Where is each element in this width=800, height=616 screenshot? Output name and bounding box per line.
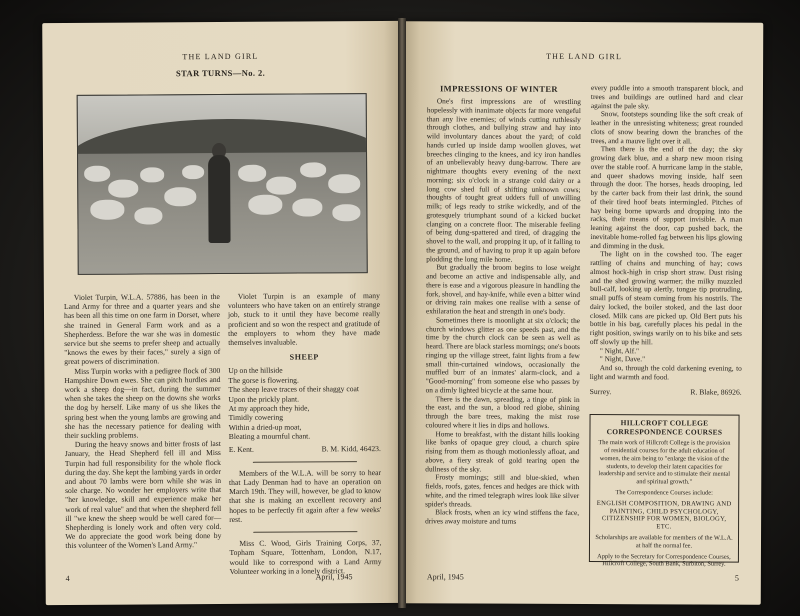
advert-subjects: ENGLISH COMPOSITION, DRAWING AND PAINTING, CHILD PSYCHOLOGY, CITIZENSHIP FOR WOMEN, BIOLOGY, ETC. <box>596 499 732 531</box>
right-page <box>403 21 764 605</box>
advert-title-2: CORRESPONDENCE COURSES <box>606 426 723 437</box>
paragraph: Black frosts, when an icy wind stiffens the face, drives away moisture and turns <box>425 507 580 526</box>
paragraph: Then there is the end of the day; the sky growing dark blue, and a sharp new moon rising over the stable roof. A hurricane lamp in the stable, and queer shadows moving inside, half seen through the door. The horses, heads drooping, led by the carter back from their last drink, the sound of their tired hoof beats intermingled. Pitches of hay being borne upwards and dropping into the racks, their means of support invisible. A man leaning against the door, cap pushed back, the inevitable home-rolled fag between his lips glowing and dimming in the dusk. <box>590 144 743 250</box>
denman-notice: Members of the W.L.A. will be sorry to hear that Lady Denman had to have an operation on March 19th. They will, however, be glad to know that she is making an excellent recovery and hopes to be perfectly fit again after a few weeks' rest. <box>229 467 382 524</box>
paragraph: every puddle into a smooth transparent block, and trees and buildings are outlined hard and clear against the pale sky. <box>590 83 744 110</box>
sheep-shape <box>90 200 124 220</box>
poem-line: Within a dried-up moat, <box>228 422 302 432</box>
paragraph: Violet Turpin is an example of many volunteers who have taken on an entirely strange job, stuck to it until they have become really proficient and so won the respect and gratitude of the employers to whom they have made themselves invaluable. <box>227 291 381 347</box>
sheep-shape <box>164 187 196 206</box>
left-page <box>42 21 402 605</box>
shepherdess-figure <box>208 155 231 243</box>
poem-county: E. Kent. <box>228 444 254 454</box>
sheep-shape <box>266 177 296 195</box>
shepherdess-photo <box>77 93 368 275</box>
dialogue-line: " Night, Dave." <box>599 354 646 364</box>
paragraph: And so, through the cold darkening evening, to light and warmth and food. <box>589 363 742 382</box>
poem-line: The gorse is flowering. <box>228 375 299 385</box>
paragraph: Sometimes there is moonlight at six o'clock; the church windows glitter as one speeds past, and the time by the church clock can be seen as well as heard. There are black starless mornings; one's boots ringing up the village street, faint lights from a few small thin-curtained windows, occasionally the muffled burr of an inmates' alarm-clock, and a "Good-morning" from someone else who passes by on a dimly lighted bicycle at the same hour. <box>425 315 580 395</box>
poem-line: The sheep leave traces of their shaggy coat <box>228 384 360 395</box>
divider <box>253 461 357 463</box>
sheep-shape <box>332 204 360 221</box>
advert-title-1: HILLCROFT COLLEGE <box>620 418 709 428</box>
paragraph: Violet Turpin, W.L.A. 57886, has been in the Land Army for three and a quarter years and she has been all this time on one farm in Dorset, where she trained in General Farm work and as a Shepherdess. Before the war she was in domestic service but she seems to prefer sheep and actually "knows the ewes by their faces," surely a sign of great powers of discrimination. <box>63 292 221 367</box>
sheep-shape <box>84 166 110 182</box>
impressions-county: Surrey. <box>589 386 612 396</box>
sheep-shape <box>328 174 360 193</box>
star-turns-column-1 <box>64 292 222 551</box>
issue-date-left: April, 1945 <box>315 572 353 582</box>
sheep-shape <box>292 198 322 216</box>
advert-paragraph: Apply to the Secretary for Correspondence Courses, Hillcroft College, South Bank, Surbiton, Surrey. <box>597 552 731 568</box>
poem-title: SHEEP <box>289 352 319 362</box>
star-turns-title: STAR TURNS—No. 2. <box>175 67 266 79</box>
page-number-left: 4 <box>65 573 70 583</box>
sheep-shape <box>134 207 162 224</box>
pen-friend-notice: Miss C. Wood, Girls Training Corps, 37, Topham Square, Tottenham, London, N.17, would like to correspond with a Land Army Volunteer working in a lonely district. <box>229 538 382 576</box>
paragraph: During the heavy snows and bitter frosts of last January, the Head Shepherd fell ill and Miss Turpin had full responsibility for the whole flock during the day. She kept the lambing yards in order and about 70 lambs were born while she was in sole charge. No wonder her employers write that "her knowledge, skill and experience make her work of real value" and that when the shepherd fell ill "we knew the sheep would be well cared for—Shepherding is lonely work and often very cold. We do appreciate the good work being done by this volunteer of the Women's Land Army." <box>64 439 222 551</box>
hillcroft-advert <box>589 414 740 568</box>
sheep-shape <box>238 165 266 182</box>
poem-signature <box>229 444 381 454</box>
poem-line: Bleating a mournful chant. <box>228 431 311 442</box>
poem-line: Timidly cowering <box>228 413 284 423</box>
paragraph: One's first impressions are of wrestling hopelessly with inanimate objects far more vengeful than any live enemies; of winds cutting ruthlessly through clothes, and bullying straw and hay into wild involuntary dances about the yard; of cold hands curled up inside damp woollen gloves, wet breeches clinging to the knees, and icy iron handles of an unbelievably heavy dung-barrow. There are nightmare thoughts every evening of the next morning; six o'clock in a strange cold dairy or a long cow shed full of shifting unknown cows; thoughts of tought great udders full of unwilling milk; of legs ready to strike wickedly, and of the grotesquely triumphant sound of a kicked bucket clanging on a concrete floor. The miserable feeling of being dung-spattered and tired, of dragging the shovel to the wall, and propping it up, of it falling to the ground, and of having to prop it up again before plodding the long mile home. <box>426 96 581 264</box>
running-head-left: THE LAND GIRL <box>182 51 259 62</box>
advert-paragraph: The main work of Hillcroft College is the provision of residential courses for the adult education of women, the aim being to "enlarge the vision of the students, to develop their latent capacities for leadership and service and to stimulate their mental and spiritual growth." <box>598 439 731 486</box>
impressions-column-2 <box>590 84 743 397</box>
advert-paragraph: Scholarships are available for members of the W.L.A. at half the normal fee. <box>595 534 733 550</box>
sheep-shape <box>108 180 138 198</box>
paragraph: Snow, footsteps sounding like the soft creak of leather in the unresisting whiteness; great rounded clots of snow bearing down the branches of the trees, and a mauve light over it all. <box>590 109 743 145</box>
dialogue-line: " Night, Alf." <box>599 345 640 355</box>
impressions-column-1 <box>425 97 581 526</box>
poem-author: B. M. Kidd, 46423. <box>321 443 381 454</box>
sheep-shape <box>300 162 326 177</box>
advert-paragraph: The Correspondence Courses include: <box>615 489 713 497</box>
sheep-shape <box>140 167 164 182</box>
sheep-shape <box>248 195 282 215</box>
page-number-right: 5 <box>734 573 739 583</box>
running-head-right: THE LAND GIRL <box>546 51 623 62</box>
sheep-shape <box>182 165 204 179</box>
poem-line: Upon the prickly plant. <box>228 394 300 404</box>
impressions-title: IMPRESSIONS OF WINTER <box>439 83 558 94</box>
paragraph: But gradually the broom begins to lose weight and become an active and indispensable ally, and there is ease and a vigorous pleasure in handling the fork, shovel, and hay-knife, while even a bitter wind or driving rain makes one realise with a sense of exhilaration the heat and strength in one's body. <box>425 262 581 316</box>
paragraph: There is the dawn, spreading, a tinge of pink in the east, and the sun, a blood red globe, shining through the bare trees, making the mist rose coloured where it lies in dips and hollows. <box>425 393 580 430</box>
paragraph: Frosty mornings; still and blue-skied, when fields, roofs, gates, fences and hedges are thick with white, and the rimed telegraph wires look like silver spider's threads. <box>425 472 580 509</box>
paragraph: Miss Turpin works with a pedigree flock of 300 Hampshire Down ewes. She can pitch hurdles and work a sheep dog—in fact, during the summer when she takes the sheep on the downs she works the dog by herself. Like many of us she likes the spring best when the young lambs are growing and she has the necessary patience for dealing with their suckling problems. <box>64 365 221 441</box>
issue-date-right: April, 1945 <box>426 572 464 582</box>
binding-gutter <box>398 18 406 608</box>
divider <box>253 531 357 533</box>
poem-line: At my approach they hide, <box>228 403 310 414</box>
sheep-poem <box>228 365 380 441</box>
paragraph: The light on in the cowshed too. The eager rattling of chains and munching of hay; cows almost hock-high in crisp short straw. Dust rising and the shed growing warmer; the milky muzzled bull-calf, looking up alertly, tongue tip protruding, small puffs of steam coming from his nostrils. The dairy locked, the boiler stoked, and the last door closed. Milk cans are picked up. Old Bert puts his bottle in his bag, carefully places his pedal in the right position, swings warily on to his bike and sets off slowly up the hill. <box>589 249 743 347</box>
poem-line: Up on the hillside <box>228 366 283 376</box>
paragraph: Home to breakfast, with the distant hills looking like banks of opaque grey cloud, a church spire rising from them as though motionlessly afloat, and above, a fiery streak of gold tearing open the dullness of the sky. <box>425 428 580 474</box>
star-turns-column-2 <box>228 291 382 576</box>
impressions-author: R. Blake, 86926. <box>690 386 742 397</box>
impressions-signature <box>590 388 742 397</box>
